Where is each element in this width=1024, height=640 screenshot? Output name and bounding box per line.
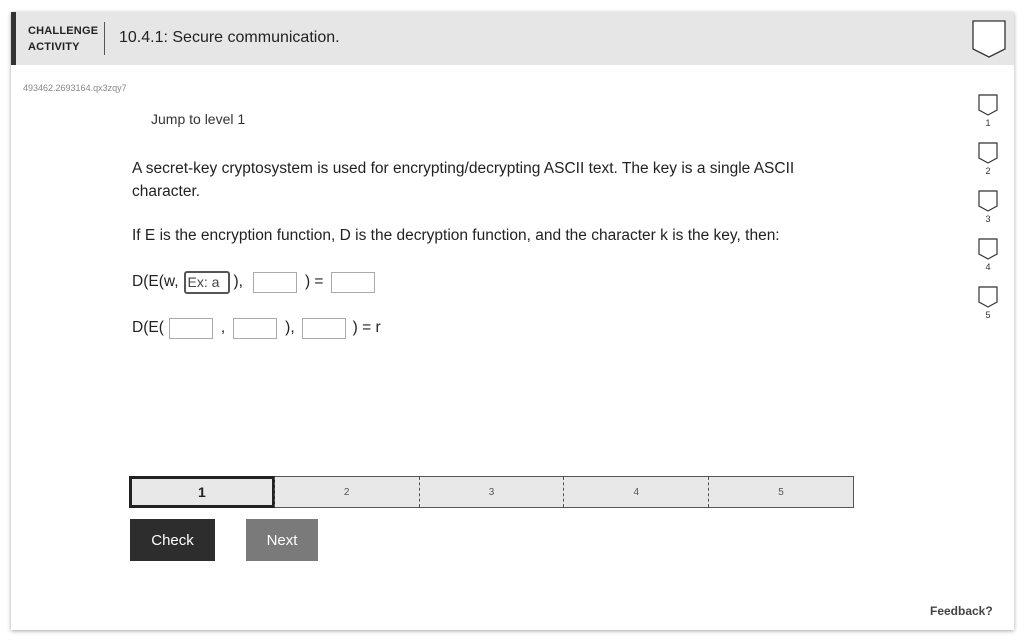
check-button[interactable]: Check	[130, 519, 215, 561]
eq2-first-input[interactable]	[169, 318, 213, 339]
activity-type-line2: ACTIVITY	[28, 41, 80, 53]
feedback-link[interactable]: Feedback?	[930, 604, 993, 618]
activity-type-label	[28, 23, 98, 55]
activity-code: 493462.2693164.qx3zqy7	[23, 83, 127, 93]
activity-header	[11, 12, 1014, 65]
question-paragraph-1: A secret-key cryptosystem is used for encrypting/decrypting ASCII text. The key is a single ASCII character.	[132, 160, 795, 200]
eq1-key-input[interactable]: Ex: a	[184, 271, 230, 294]
level-badge-icon	[978, 190, 998, 212]
level-badge-label: 5	[985, 310, 991, 320]
progress-segment-3[interactable]: 3	[419, 477, 564, 507]
progress-segment-2[interactable]: 2	[274, 477, 419, 507]
level-badge-icon	[978, 238, 998, 260]
equation-1-sep1: ),	[233, 273, 243, 290]
progress-segment-1[interactable]: 1	[130, 477, 274, 507]
level-badge-label: 1	[985, 118, 991, 128]
equation-2	[132, 315, 381, 341]
equation-2-sep1: ,	[220, 319, 226, 336]
jump-to-level-label: Jump to level 1	[151, 111, 246, 127]
eq1-result-input[interactable]	[331, 272, 375, 293]
level-badge-icon	[978, 94, 998, 116]
completion-badge-icon	[971, 19, 1007, 59]
question-paragraph-2: If E is the encryption function, D is the decryption function, and the character k is the key, then:	[132, 227, 780, 244]
level-badge-2[interactable]	[976, 142, 1000, 182]
level-badge-label: 3	[985, 214, 991, 224]
activity-title: 10.4.1: Secure communication.	[119, 29, 340, 46]
level-badge-3[interactable]	[976, 190, 1000, 230]
challenge-activity-card	[11, 12, 1014, 630]
eq2-third-input[interactable]	[302, 318, 346, 339]
progress-segment-4[interactable]: 4	[563, 477, 708, 507]
level-badge-icon	[978, 142, 998, 164]
level-badge-icon	[978, 286, 998, 308]
level-badge-1[interactable]	[976, 94, 1000, 134]
header-divider	[104, 22, 105, 55]
equation-2-suffix: ) = r	[352, 319, 381, 336]
level-badge-label: 4	[985, 262, 991, 272]
eq1-second-input[interactable]	[253, 272, 297, 293]
equation-1	[132, 269, 375, 295]
next-button[interactable]: Next	[246, 519, 318, 561]
level-badge-label: 2	[985, 166, 991, 176]
eq2-second-input[interactable]	[233, 318, 277, 339]
activity-type-line1: CHALLENGE	[28, 25, 99, 37]
level-progress-bar	[129, 476, 854, 508]
equation-1-prefix: D(E(w,	[132, 273, 179, 290]
level-badge-5[interactable]	[976, 286, 1000, 326]
equation-2-prefix: D(E(	[132, 319, 164, 336]
equation-1-sep2: ) =	[304, 273, 324, 290]
level-badge-4[interactable]	[976, 238, 1000, 278]
equation-2-sep2: ),	[285, 319, 295, 336]
progress-segment-5[interactable]: 5	[708, 477, 853, 507]
